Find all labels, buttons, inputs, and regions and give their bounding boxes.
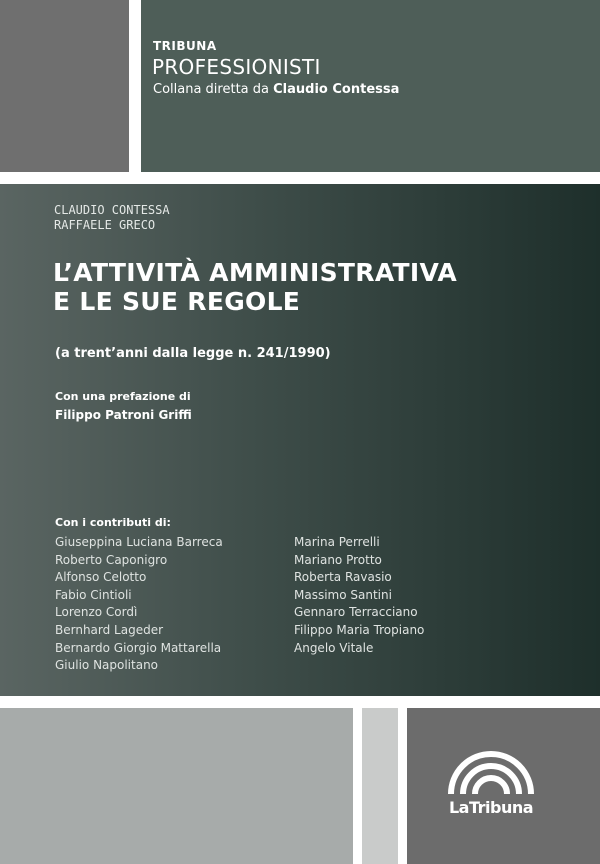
- contributors-column-right: [294, 534, 424, 657]
- preface-label: Con una prefazione di: [55, 390, 191, 403]
- contributor-name: Lorenzo Cordì: [55, 605, 138, 620]
- series-brand: TRIBUNA: [153, 39, 217, 53]
- contributor-name: Alfonso Celotto: [55, 570, 147, 585]
- contributors-label: Con i contributi di:: [55, 516, 171, 529]
- contributor-name: Roberto Caponigro: [55, 552, 168, 567]
- book-title: [53, 258, 457, 316]
- contributor-name: Gennaro Terracciano: [294, 605, 418, 620]
- contributor-name: Filippo Maria Tropiano: [294, 622, 425, 637]
- series-editor-line: [153, 82, 399, 97]
- contributor-name: Massimo Santini: [294, 587, 392, 602]
- author-name: RAFFAELE GRECO: [54, 218, 156, 232]
- contributor-name: Giulio Napolitano: [55, 658, 159, 673]
- bottom-left-color-block: [0, 708, 353, 864]
- publisher-logo: [442, 742, 540, 822]
- contributor-name: Bernardo Giorgio Mattarella: [55, 640, 222, 655]
- top-left-color-block: [0, 0, 129, 172]
- book-subtitle: (a trent’anni dalla legge n. 241/1990): [55, 346, 331, 361]
- contributors-column-left: [55, 534, 223, 675]
- contributor-name: Marina Perrelli: [294, 535, 380, 549]
- author-list: [54, 203, 170, 233]
- preface-author: Filippo Patroni Griffi: [55, 408, 192, 422]
- book-title-line: E LE SUE REGOLE: [53, 287, 301, 316]
- series-editor-prefix: Collana diretta da: [153, 82, 269, 97]
- contributor-name: Mariano Protto: [294, 552, 382, 567]
- series-editor-name: Claudio Contessa: [273, 82, 400, 97]
- dome-arc-icon: [446, 742, 536, 794]
- contributor-name: Bernhard Lageder: [55, 622, 164, 637]
- book-title-line: L’ATTIVITÀ AMMINISTRATIVA: [53, 258, 458, 287]
- publisher-name: LaTribuna: [448, 798, 534, 817]
- author-name: CLAUDIO CONTESSA: [54, 203, 170, 217]
- bottom-middle-color-block: [362, 708, 398, 864]
- contributor-name: Roberta Ravasio: [294, 570, 392, 585]
- series-name: PROFESSIONISTI: [152, 55, 321, 79]
- contributor-name: Angelo Vitale: [294, 640, 374, 655]
- contributor-name: Fabio Cintioli: [55, 587, 132, 602]
- contributor-name: Giuseppina Luciana Barreca: [55, 535, 223, 549]
